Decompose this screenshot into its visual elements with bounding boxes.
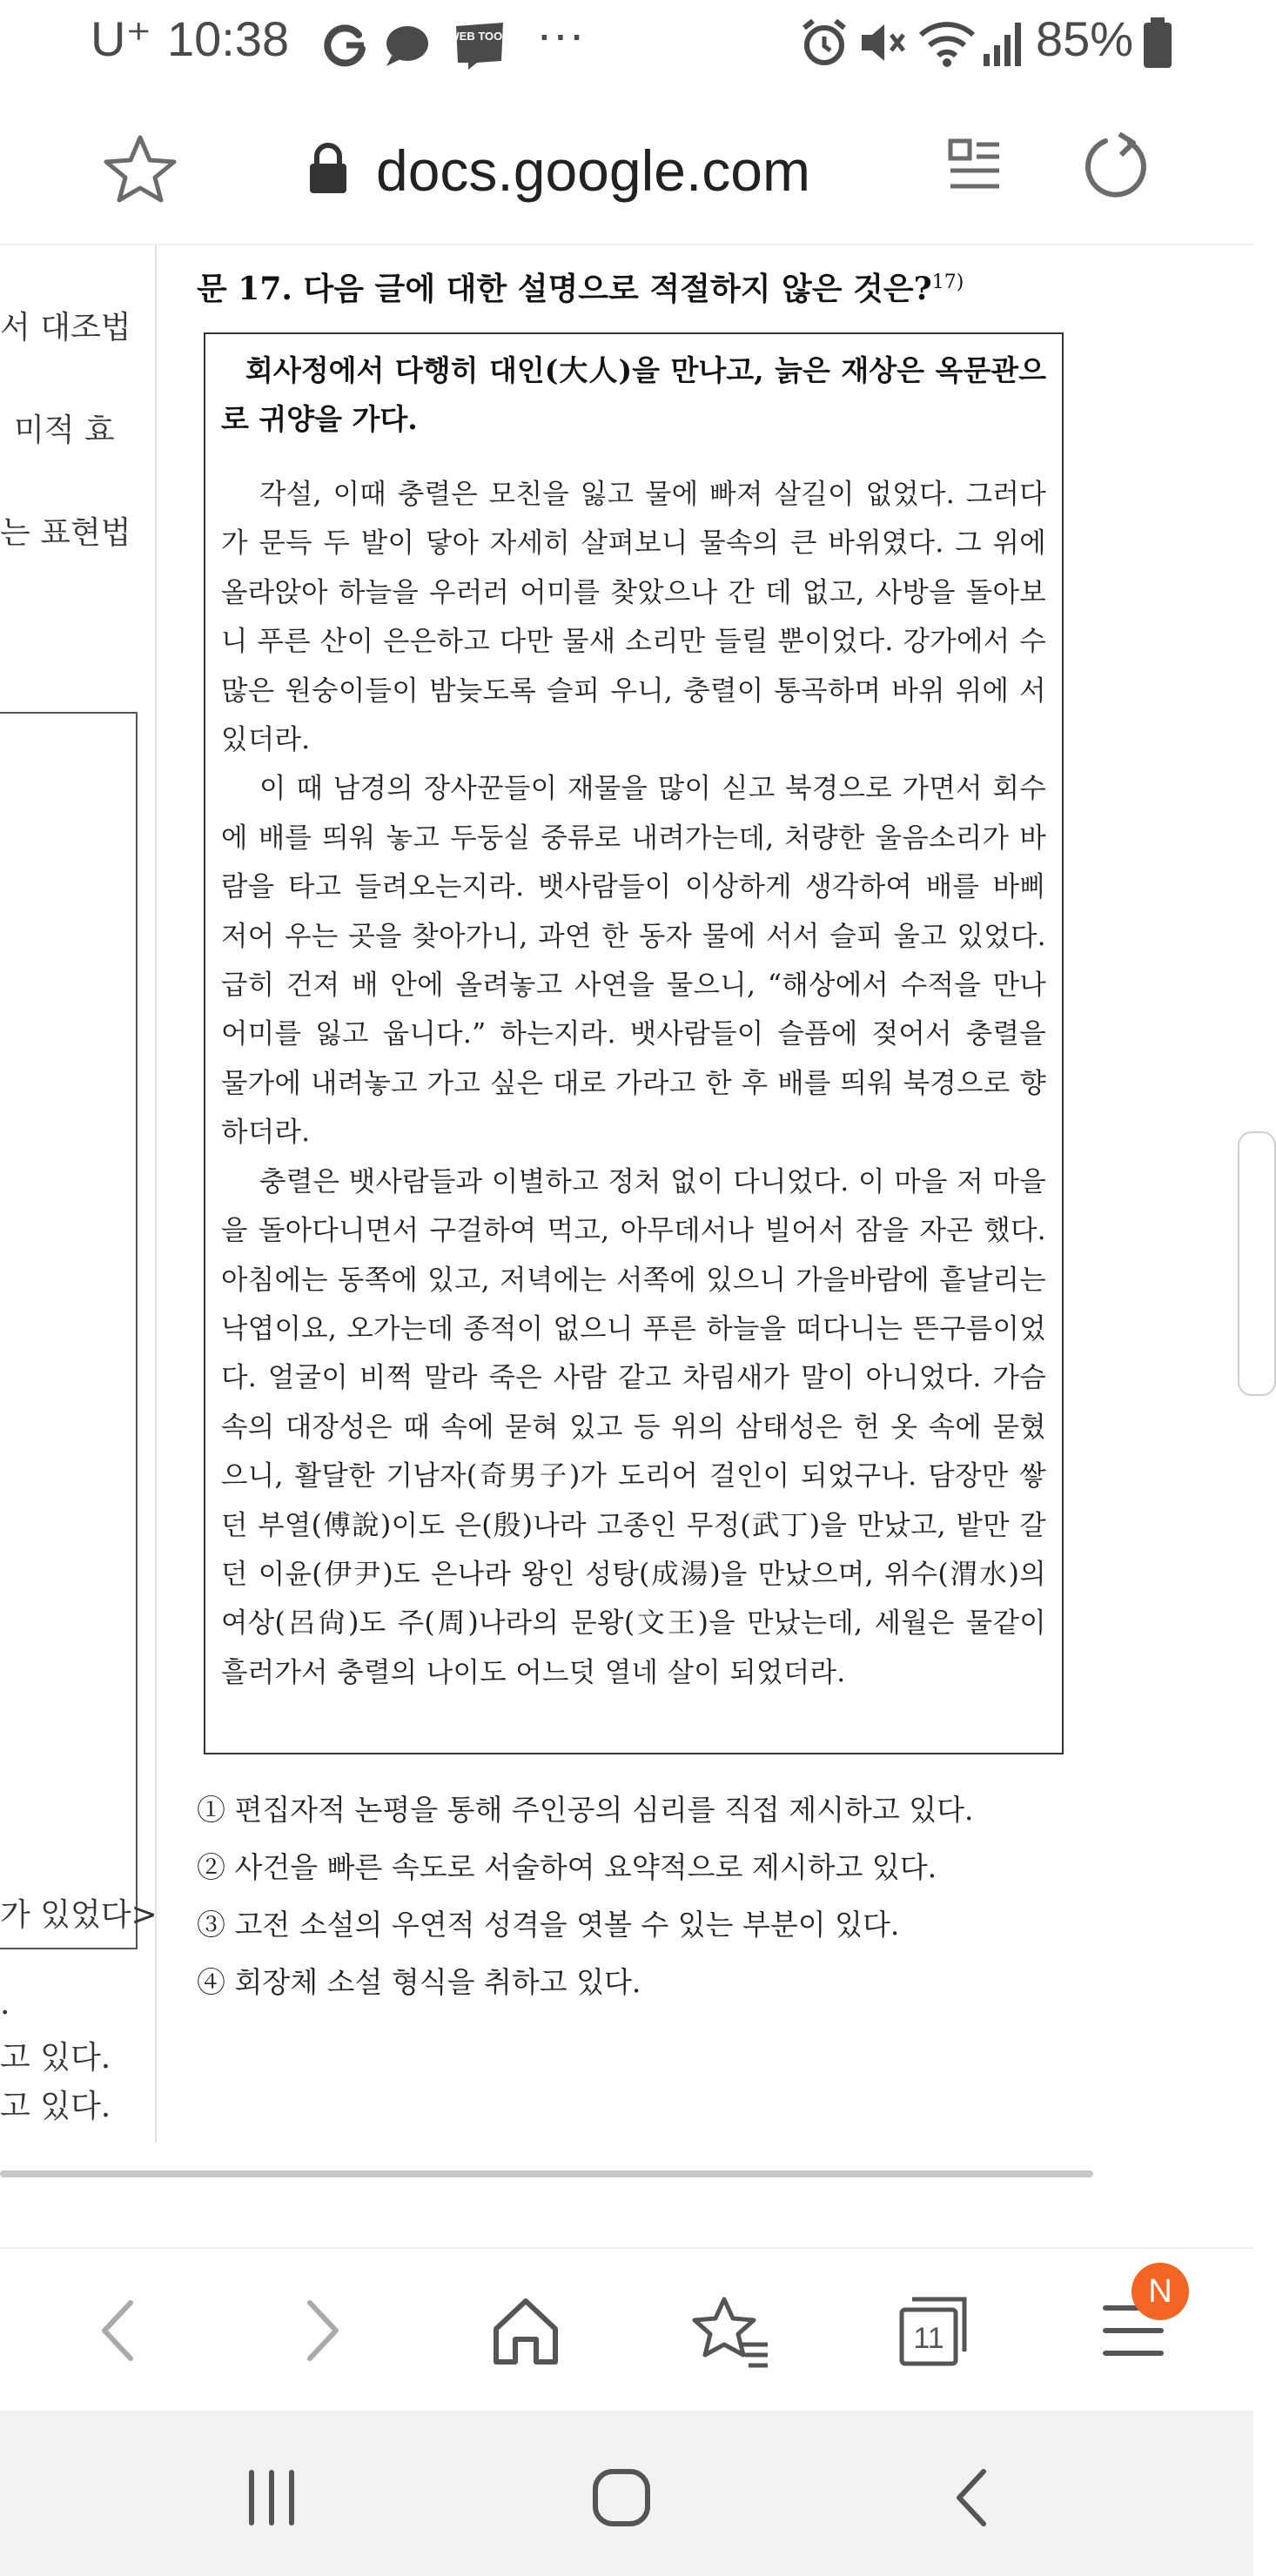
column-divider (155, 245, 157, 2143)
browser-bottom-nav (0, 2247, 1253, 2412)
tabs-count: 11 (913, 2322, 944, 2355)
left-column-text: . (0, 1986, 10, 2022)
bookmarks-list-icon (693, 2294, 769, 2367)
document-page[interactable] (0, 245, 1253, 2247)
passage-box (204, 332, 1064, 1754)
answer-choice: ② 사건을 빠른 속도로 서술하여 요약적으로 제시하고 있다. (197, 1850, 937, 1884)
passage-paragraph: 충렬은 뱃사람들과 이별하고 정처 없이 다니었다. 이 마을 저 마을을 돌아다니면서 구걸하여 먹고, 아무데서나 빌어서 잠을 자곤 했다. 아침에는 동쪽에 있고, 저녁에는 서쪽에 있으니 가을바람에 흩날리는 낙엽이요, 오가는데 종적이 없으니 푸른 하늘을 떠다니는 뜬구름이었다. 얼굴이 비쩍 말라 죽은 사람 같고 차림새가 말이 아니었다. 가슴 속의 대장성은 때 속에 묻혀 있고 등 위의 삼태성은 헌 옷 속에 묻혔으니, 활달한 기남자(奇男子)가 도리어 걸인이 되었구나. 담장만 쌓던 부열(傅說)이도 은(殷)나라 고종인 무정(武丁)을 만났고, 밭만 갈던 이윤(伊尹)도 은나라 왕인 성탕(成湯)을 만났으며, 위수(渭水)의 여상(呂尙)도 주(周)나라의 문왕(文王)을 만났는데, 세월은 물같이 흘러가서 충렬의 나이도 어느덧 열네 살이 되었더라. (221, 1165, 1046, 1688)
back-system-button[interactable] (930, 2454, 1017, 2541)
question-title-text: 문 17. 다음 글에 대한 설명으로 적절하지 않은 것은? (197, 271, 932, 307)
answer-choice: ① 편집자적 논평을 통해 주인공의 심리를 직접 제시하고 있다. (197, 1793, 974, 1827)
mute-icon (856, 17, 909, 68)
reader-mode-icon[interactable] (945, 136, 1004, 195)
home-button[interactable] (482, 2287, 569, 2374)
lock-icon (306, 141, 350, 195)
sync-icon (320, 21, 369, 70)
passage-heading: 회사정에서 다행히 대인(大人)을 만나고, 늙은 재상은 옥문관으로 귀양을 가다. (221, 353, 1046, 436)
recent-apps-icon (241, 2467, 302, 2528)
answer-choice: ③ 고전 소설의 우연적 성격을 엿볼 수 있는 부분이 있다. (197, 1908, 900, 1942)
footnote-marker: 17) (931, 272, 964, 293)
home-system-icon (588, 2465, 655, 2531)
webtoon-badge-text: WEB TOON (448, 30, 511, 43)
wifi-icon (917, 17, 977, 68)
clock: 10:38 (167, 11, 290, 66)
refresh-icon[interactable] (1079, 131, 1151, 202)
horizontal-scrollbar[interactable] (0, 2170, 1093, 2177)
bookmarks-button[interactable] (688, 2287, 775, 2374)
carrier-label: U⁺ (91, 11, 151, 66)
forward-button[interactable] (279, 2287, 366, 2374)
left-column-text: 고 있다. (0, 2089, 111, 2124)
back-system-icon (947, 2465, 999, 2531)
more-notifications-icon: ··· (536, 6, 585, 61)
left-column-text: 미적 효 (14, 413, 115, 448)
url-bar (0, 87, 1253, 245)
left-column-text: 고 있다. (0, 2040, 111, 2076)
answer-choice: ④ 회장체 소설 형식을 취하고 있다. (197, 1965, 641, 1999)
left-column-text: 는 표현법 (0, 515, 131, 551)
alarm-icon (799, 17, 850, 68)
system-nav-bar (0, 2411, 1253, 2576)
chevron-right-icon (296, 2296, 348, 2365)
signal-icon (982, 19, 1022, 68)
chevron-left-icon (92, 2296, 144, 2365)
tabs-button[interactable] (890, 2287, 977, 2374)
vertical-scroll-handle[interactable] (1238, 1131, 1276, 1396)
chat-bubble-icon (383, 23, 432, 68)
status-bar (0, 0, 1253, 87)
battery-icon (1142, 17, 1173, 70)
back-button[interactable] (75, 2287, 162, 2374)
passage-paragraph: 각설, 이때 충렬은 모친을 잃고 물에 빠져 살길이 없었다. 그러다가 문득 두 발이 닿아 자세히 살펴보니 물속의 큰 바위였다. 그 위에 올라앉아 하늘을 우러러 어미를 찾았으나 간 데 없고, 사방을 돌아보니 푸른 산이 은은하고 다만 물새 소리만 들릴 뿐이었다. 강가에서 수많은 원숭이들이 밤늦도록 슬피 우니, 충렬이 통곡하며 바위 위에 서 있더라. (221, 479, 1046, 756)
left-column-box (0, 712, 138, 1949)
tabs-icon (897, 2294, 970, 2367)
url-text[interactable]: docs.google.com (376, 138, 810, 203)
question-title (197, 265, 964, 309)
bookmark-star-icon[interactable] (103, 132, 178, 204)
left-column-text: 서 대조법 (0, 310, 131, 345)
passage-paragraph: 이 때 남경의 장사꾼들이 재물을 많이 싣고 북경으로 가면서 회수에 배를 띄워 놓고 두둥실 중류로 내려가는데, 처량한 울음소리가 바람을 타고 들려오는지라. 뱃사람들이 이상하게 생각하여 배를 바삐 저어 우는 곳을 찾아가니, 과연 한 동자 물에 서서 슬피 울고 있었다. 급히 건져 배 안에 올려놓고 사연을 물으니, “해상에서 수적을 만나 어미를 잃고 웁니다.” 하는지라. 뱃사람들이 슬픔에 젖어서 충렬을 물가에 내려놓고 가고 싶은 대로 가라고 한 후 배를 띄워 북경으로 향하더라. (221, 773, 1046, 1149)
notification-badge: N (1132, 2263, 1189, 2320)
webtoon-icon (448, 19, 511, 71)
home-system-button[interactable] (578, 2454, 665, 2541)
home-icon (489, 2294, 562, 2367)
left-column-text: 가 있었다> (0, 1897, 158, 1933)
battery-percent: 85% (1036, 11, 1134, 66)
recent-apps-button[interactable] (228, 2454, 315, 2541)
